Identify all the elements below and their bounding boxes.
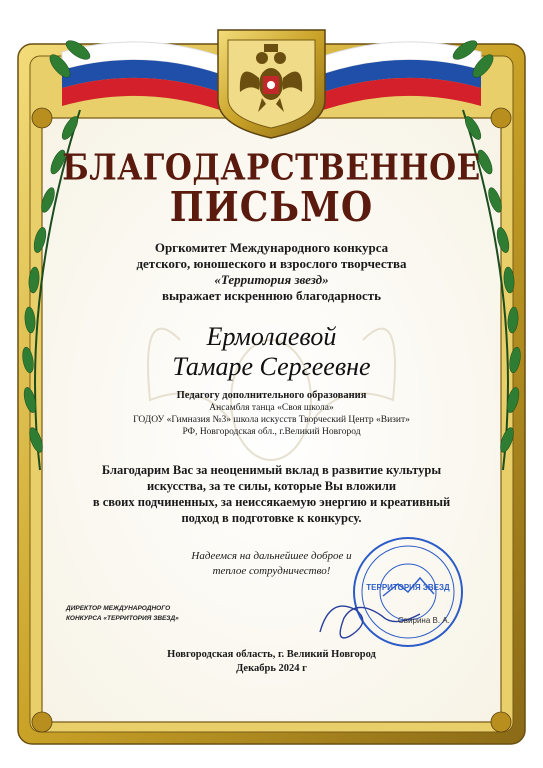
position-address: РФ, Новгородская обл., г.Великий Новгород bbox=[182, 427, 361, 437]
organizer-line-1: Оргкомитет Международного конкурса bbox=[154, 240, 389, 255]
position-role: Педагогу дополнительного образования bbox=[176, 390, 367, 401]
organizer-line-2: детского, юношеского и взрослого творчества bbox=[136, 256, 407, 271]
thanks-block bbox=[0, 462, 543, 526]
organizer-block bbox=[0, 240, 543, 304]
hope-line-1: Надеемся на дальнейшее доброе и bbox=[191, 550, 352, 562]
hope-block bbox=[0, 549, 543, 579]
position-block bbox=[0, 389, 543, 438]
director-line-1: ДИРЕКТОР МЕЖДУНАРОДНОГО bbox=[66, 605, 171, 612]
hope-line-2: теплое сотрудничество! bbox=[212, 565, 331, 577]
organizer-line-4: выражает искреннюю благодарность bbox=[161, 288, 382, 303]
recipient-name bbox=[0, 322, 543, 382]
recipient-surname: Ермолаевой bbox=[206, 322, 337, 351]
coat-of-arms-emblem bbox=[218, 30, 325, 138]
footer-block bbox=[0, 648, 543, 676]
director-line-2: КОНКУРСА «ТЕРРИТОРИЯ ЗВЕЗД» bbox=[66, 615, 179, 622]
footer-place: Новгородская область, г. Великий Новгород bbox=[167, 649, 376, 660]
director-title bbox=[66, 604, 179, 624]
recipient-given-names: Тамаре Сергеевне bbox=[172, 352, 371, 381]
title-line-1: БЛАГОДАРСТВЕННОЕ bbox=[62, 147, 481, 189]
contest-name: «Территория звезд» bbox=[214, 272, 329, 287]
thanks-line-1: Благодарим Вас за неоценимый вклад в развитие культуры bbox=[101, 463, 442, 477]
stamp-text: ТЕРРИТОРИЯ ЗВЕЗД bbox=[366, 583, 450, 592]
footer-date: Декабрь 2024 г bbox=[236, 663, 307, 674]
thanks-line-3: в своих подчиненных, за неиссякаемую энергию и креативный bbox=[92, 495, 451, 509]
title-line-2: ПИСЬМО bbox=[169, 182, 374, 232]
position-ensemble: Ансамбля танца «Своя школа» bbox=[209, 403, 334, 413]
position-school: ГОДОУ «Гимназия №3» школа искусств Творческий Центр «Визит» bbox=[133, 415, 410, 425]
thanks-line-2: искусства, за те силы, которые Вы вложили bbox=[146, 479, 397, 493]
signature-name: Свирина В. А. bbox=[398, 616, 450, 625]
thanks-line-4: подход в подготовке к конкурсу. bbox=[181, 511, 362, 525]
